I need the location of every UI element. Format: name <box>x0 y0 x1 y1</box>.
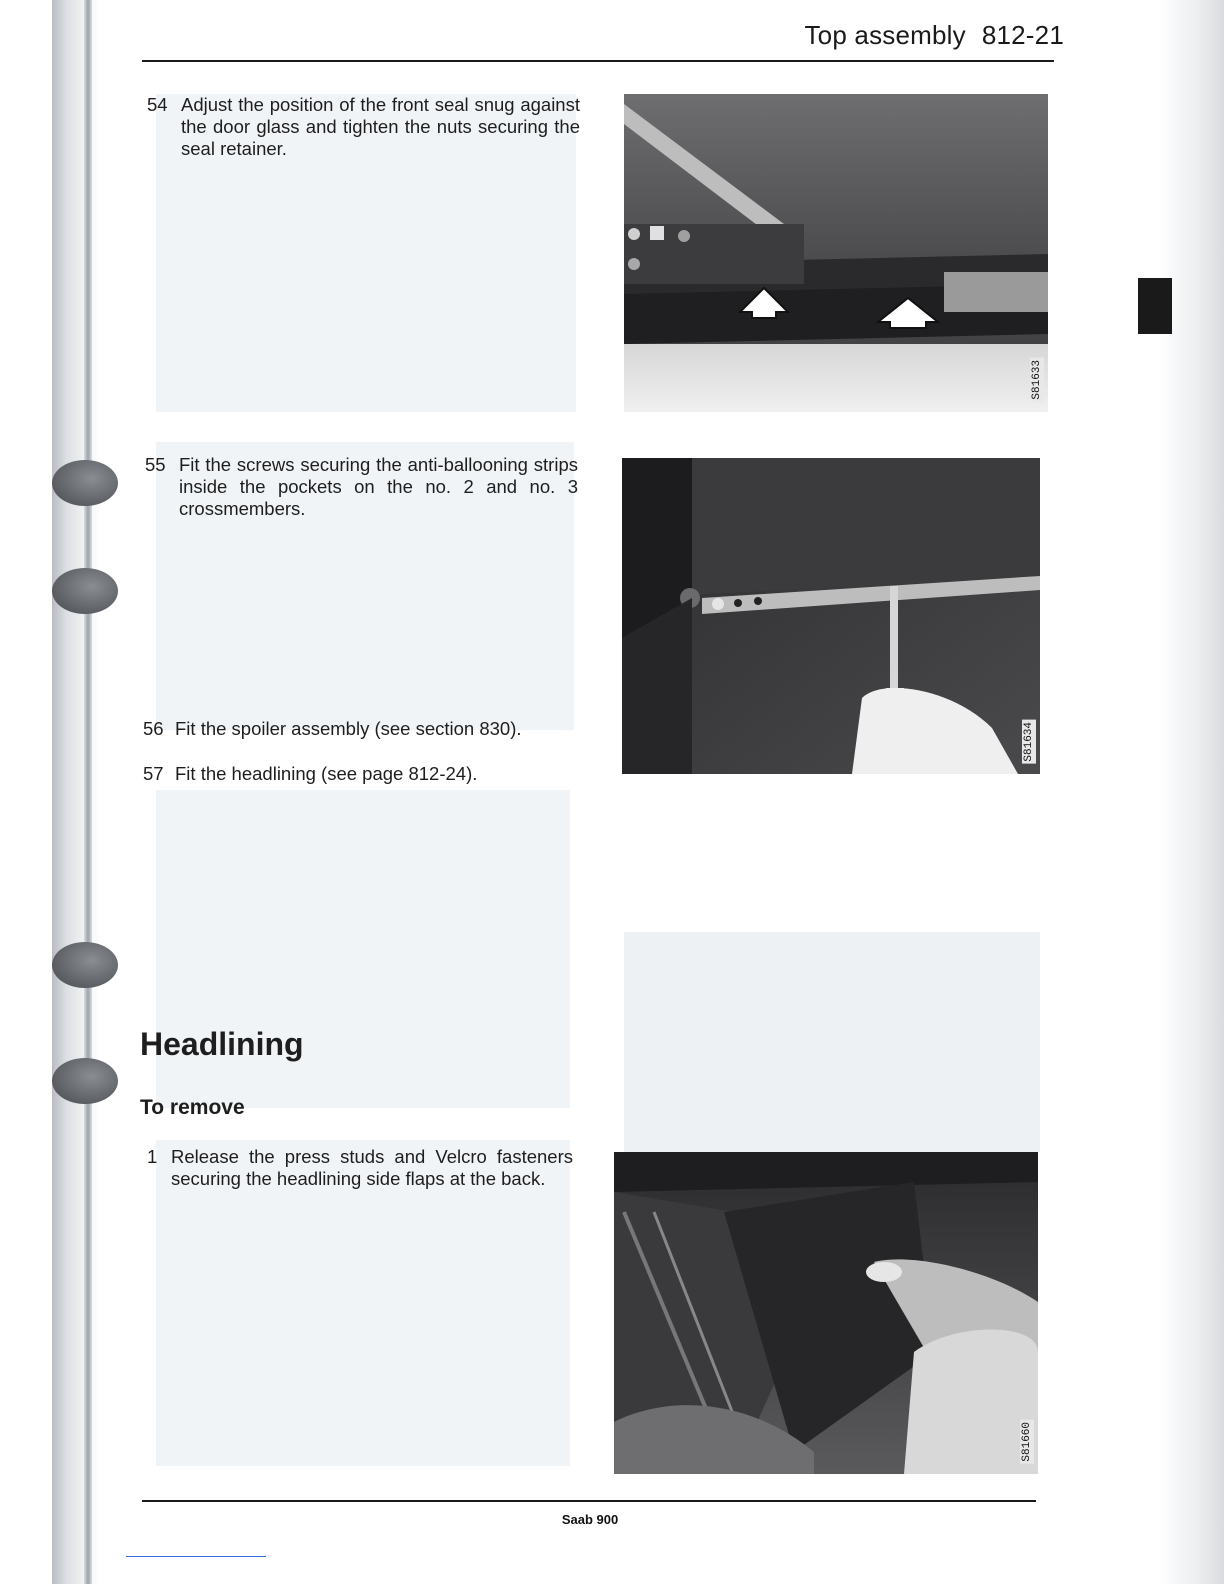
figure-code: S81633 <box>1031 360 1043 400</box>
section-subheading: To remove <box>140 1096 245 1119</box>
binder-ring <box>52 568 118 614</box>
footer-rule <box>142 1500 1036 1502</box>
binder-margin <box>52 0 100 1584</box>
figure-code: S81660 <box>1021 1422 1033 1462</box>
step-text: Adjust the position of the front seal snug against the door glass and tighten the nuts securing the seal retainer. <box>181 94 580 159</box>
step-text: Release the press studs and Velcro fasteners securing the headlining side flaps at the back. <box>171 1146 573 1189</box>
figure-photo-1 <box>624 94 1048 412</box>
blank-figure-area <box>624 932 1040 1152</box>
binder-ring <box>52 1058 118 1104</box>
step-56 <box>143 718 583 740</box>
binder-ring <box>52 942 118 988</box>
photo-illustration <box>622 458 1040 774</box>
step-57 <box>143 763 583 785</box>
header-rule <box>142 60 1054 62</box>
step-1 <box>147 1146 573 1190</box>
step-number: 56 <box>143 718 164 739</box>
step-text: Fit the screws securing the anti-ballooning strips inside the pockets on the no. 2 and no. 3 crossmembers. <box>179 454 578 519</box>
step-text: Fit the spoiler assembly (see section 830). <box>175 718 522 739</box>
scan-artifact-line <box>126 1556 266 1557</box>
step-55 <box>145 454 578 520</box>
step-number: 55 <box>145 454 166 475</box>
binder-ring <box>52 460 118 506</box>
section-title: Top assembly <box>804 20 966 50</box>
footer-model: Saab 900 <box>561 1512 619 1527</box>
photo-illustration <box>624 94 1048 412</box>
step-54 <box>147 94 580 160</box>
figure-code: S81634 <box>1023 722 1035 762</box>
page-number: 812-21 <box>981 20 1064 50</box>
step-number: 54 <box>147 94 168 115</box>
binder-spine-line <box>84 0 92 1584</box>
figure-photo-3 <box>614 1152 1038 1474</box>
step-number: 1 <box>147 1146 158 1167</box>
page-header <box>804 20 1064 51</box>
figure-photo-2 <box>622 458 1040 774</box>
step-text: Fit the headlining (see page 812-24). <box>175 763 478 784</box>
step-number: 57 <box>143 763 164 784</box>
page-edge-shadow <box>1158 0 1224 1584</box>
thumb-index-tab <box>1138 278 1172 334</box>
section-heading: Headlining <box>140 1026 304 1062</box>
photo-illustration <box>614 1152 1038 1474</box>
